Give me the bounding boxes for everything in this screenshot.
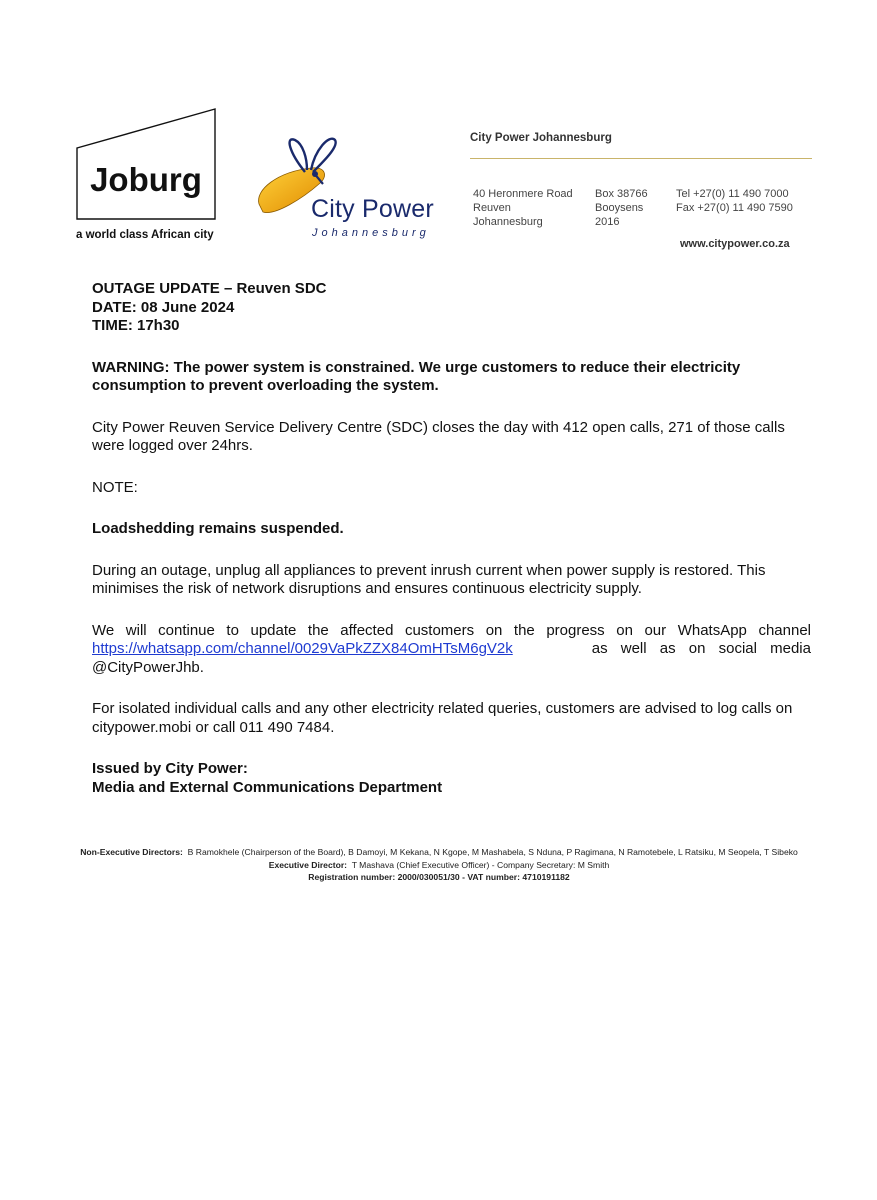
company-name: City Power Johannesburg	[470, 132, 612, 144]
issued-by: Issued by City Power:	[92, 760, 248, 777]
update-suffix: as well as on social media @CityPowerJhb.	[92, 640, 811, 676]
update-prefix: We will continue to update the affected customers on the progress on our WhatsApp channel	[92, 621, 811, 639]
update-paragraph	[92, 622, 811, 678]
directors-footer	[60, 846, 818, 884]
issuing-department: Media and External Communications Department	[92, 778, 443, 796]
company-tel: Tel +27(0) 11 490 7000	[676, 188, 789, 200]
joburg-logo	[76, 108, 216, 220]
company-postal-box	[595, 187, 648, 229]
joburg-tagline: a world class African city	[76, 229, 214, 241]
outage-advice-paragraph: During an outage, unplug all appliances to prevent inrush current when power supply is restored. This minimises the risk of network disruptions and ensures continuous electricity supply.	[92, 561, 766, 597]
ned-names: B Ramokhele (Chairperson of the Board), B Damoyi, M Kekana, N Kgope, M Mashabela, S Nduna, P Ragimana, N Ramotebele, L Ratsiku, M Seopela, T Sibeko	[187, 847, 798, 857]
queries-paragraph: For isolated individual calls and any other electricity related queries, customers are advised to log calls on citypower.mobi or call 011 490 7484.	[92, 700, 793, 736]
registration-vat: Registration number: 2000/030051/30 - VAT number: 4710191182	[308, 872, 570, 882]
note-label: NOTE:	[92, 478, 138, 496]
city-power-logo-city: Johannesburg	[312, 227, 430, 239]
non-executive-directors	[60, 846, 818, 859]
company-website: www.citypower.co.za	[680, 238, 790, 250]
notice-title: OUTAGE UPDATE – Reuven SDC	[92, 280, 327, 297]
address-line: 40 Heronmere Road	[473, 188, 573, 200]
warning-paragraph: WARNING: The power system is constrained. We urge customers to reduce their electricity consumption to prevent overloading the system.	[92, 358, 741, 394]
letterhead-divider	[470, 158, 812, 159]
address-line: Reuven	[473, 202, 511, 214]
executive-director	[60, 859, 818, 872]
open-calls-paragraph: City Power Reuven Service Delivery Centre (SDC) closes the day with 412 open calls, 271 of those calls were logged over 24hrs.	[92, 418, 785, 454]
ned-label: Non-Executive Directors:	[80, 847, 183, 857]
notice-time: TIME: 17h30	[92, 317, 180, 334]
ed-names: T Mashava (Chief Executive Officer) - Company Secretary: M Smith	[351, 859, 610, 870]
joburg-logo-text: Joburg	[90, 161, 202, 198]
ed-label: Executive Director:	[268, 859, 348, 870]
loadshedding-status: Loadshedding remains suspended.	[92, 520, 344, 537]
address-line: Johannesburg	[473, 216, 543, 228]
city-power-logo-name: City Power	[311, 195, 434, 223]
company-address	[473, 187, 573, 229]
box-line: 2016	[595, 216, 620, 228]
company-contact	[676, 187, 793, 215]
notice-date: DATE: 08 June 2024	[92, 298, 235, 316]
whatsapp-channel-link[interactable]: https://whatsapp.com/channel/0029VaPkZZX84OmHTsM6gV2k	[92, 640, 513, 657]
company-fax: Fax +27(0) 11 490 7590	[676, 202, 793, 214]
notice-body	[92, 280, 811, 797]
box-line: Booysens	[595, 202, 644, 214]
box-line: Box 38766	[595, 188, 648, 200]
